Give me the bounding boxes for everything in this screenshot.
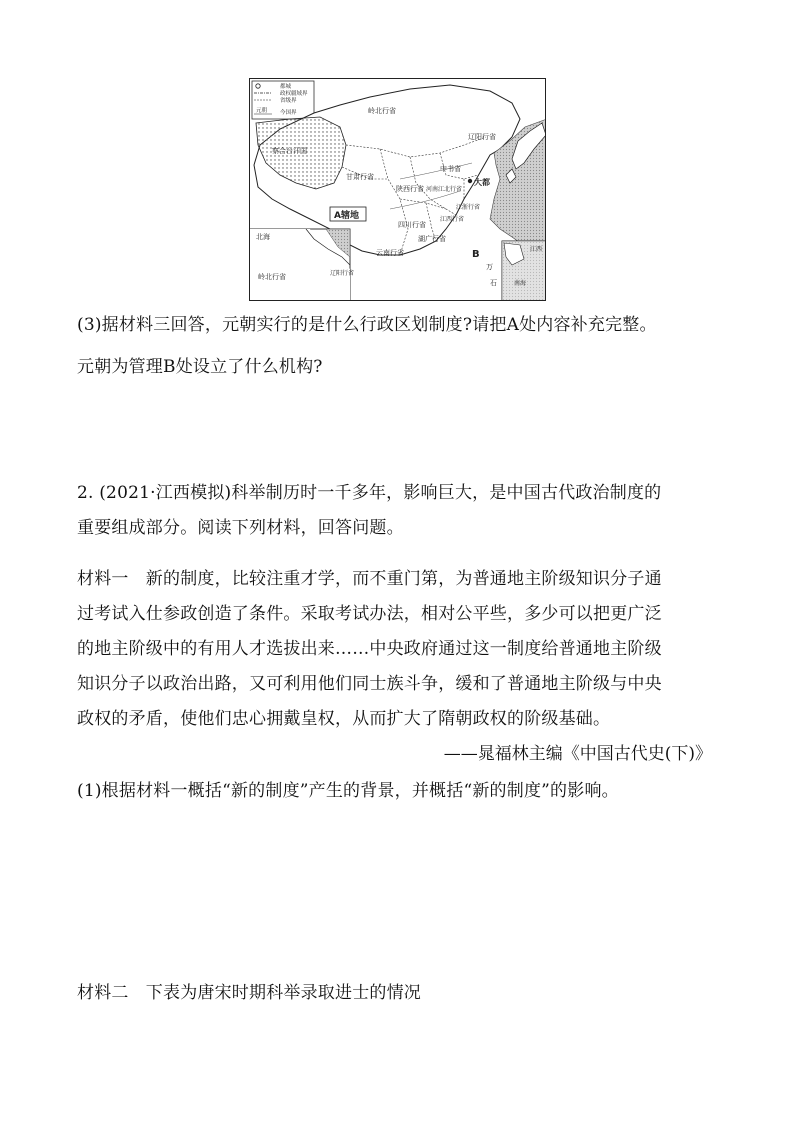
inset-south-sea: [502, 241, 546, 301]
label-inset-jiangxi: 江西: [530, 246, 543, 253]
material1-line-5: 政权的矛盾，使他们忠心拥戴皇权，从而扩大了隋朝政权的阶级基础。: [77, 709, 611, 729]
legend-regime-border: 政权疆域界: [280, 91, 308, 97]
label-jiangzhe: 江浙行省: [456, 204, 481, 211]
legend-yuan: 元朝: [256, 108, 268, 114]
label-inset-lingbei: 岭北行省: [258, 273, 286, 281]
label-yunnan: 云南行省: [376, 249, 404, 257]
label-area-b: B: [472, 249, 480, 260]
yuan-dynasty-map: [249, 78, 546, 301]
map-legend: [252, 81, 314, 119]
label-inset-nanhai: 南海: [514, 280, 527, 287]
label-inset-shi: 石: [490, 279, 497, 287]
label-dadu: 大都: [474, 178, 490, 187]
label-zhongshu: 中书省: [440, 165, 461, 173]
q2-sub-question-1: (1)根据材料一概括“新的制度”产生的背景，并概括“新的制度”的影响。: [77, 781, 619, 801]
legend-modern-border: 今国界: [280, 110, 297, 116]
label-shaanxi: 陕西行省: [396, 185, 424, 193]
label-inset-beihai: 北海: [256, 233, 270, 241]
label-inset-wan: 万: [486, 263, 493, 271]
q2-intro-line-2: 重要组成部分。阅读下列材料，回答问题。: [77, 518, 404, 538]
material1-source: ——晁福林主编《中国古代史(下)》: [443, 744, 712, 764]
inset-north: [250, 229, 354, 301]
label-henan: 河南江北行省: [426, 186, 463, 193]
material1-line-2: 过考试入仕参政创造了条件。采取考试办法，相对公平些，多少可以把更广泛: [77, 604, 662, 624]
label-jiangxi: 江西行省: [440, 216, 465, 223]
q2-intro-line-1: 2. (2021·江西模拟)科举制历时一千多年，影响巨大，是中国古代政治制度的: [77, 483, 662, 503]
q3-line-1: (3)据材料三回答，元朝实行的是什么行政区划制度?请把A处内容补充完整。: [77, 315, 657, 335]
q3-line-2: 元朝为管理B处设立了什么机构?: [77, 357, 323, 377]
label-gansu: 甘肃行省: [346, 173, 374, 181]
label-sichuan: 四川行省: [398, 221, 426, 229]
material1-line-3: 的地主阶级中的有用人才选拔出来……中央政府通过这一制度给普通地主阶级: [77, 639, 662, 659]
map-graphic: [250, 79, 546, 301]
label-huguang: 湖广行省: [418, 235, 446, 243]
label-lingbei: 岭北行省: [368, 107, 396, 115]
material2-line: 材料二 下表为唐宋时期科举录取进士的情况: [77, 983, 421, 1003]
label-inset-liaoyang: 辽阳行省: [330, 270, 355, 277]
label-chagatai: 察合台汗国: [272, 147, 307, 155]
area-a-box: [330, 207, 366, 221]
legend-capital: 都城: [280, 84, 292, 90]
label-area-a: A辖地: [334, 211, 359, 221]
material1-line-1: 材料一 新的制度，比较注重才学，而不重门第，为普通地主阶级知识分子通: [77, 569, 662, 589]
legend-province-border: 省级界: [280, 98, 297, 104]
material1-line-4: 知识分子以政治出路，又可利用他们同士族斗争，缓和了普通地主阶级与中央: [77, 674, 662, 694]
label-liaoyang: 辽阳行省: [468, 133, 496, 141]
